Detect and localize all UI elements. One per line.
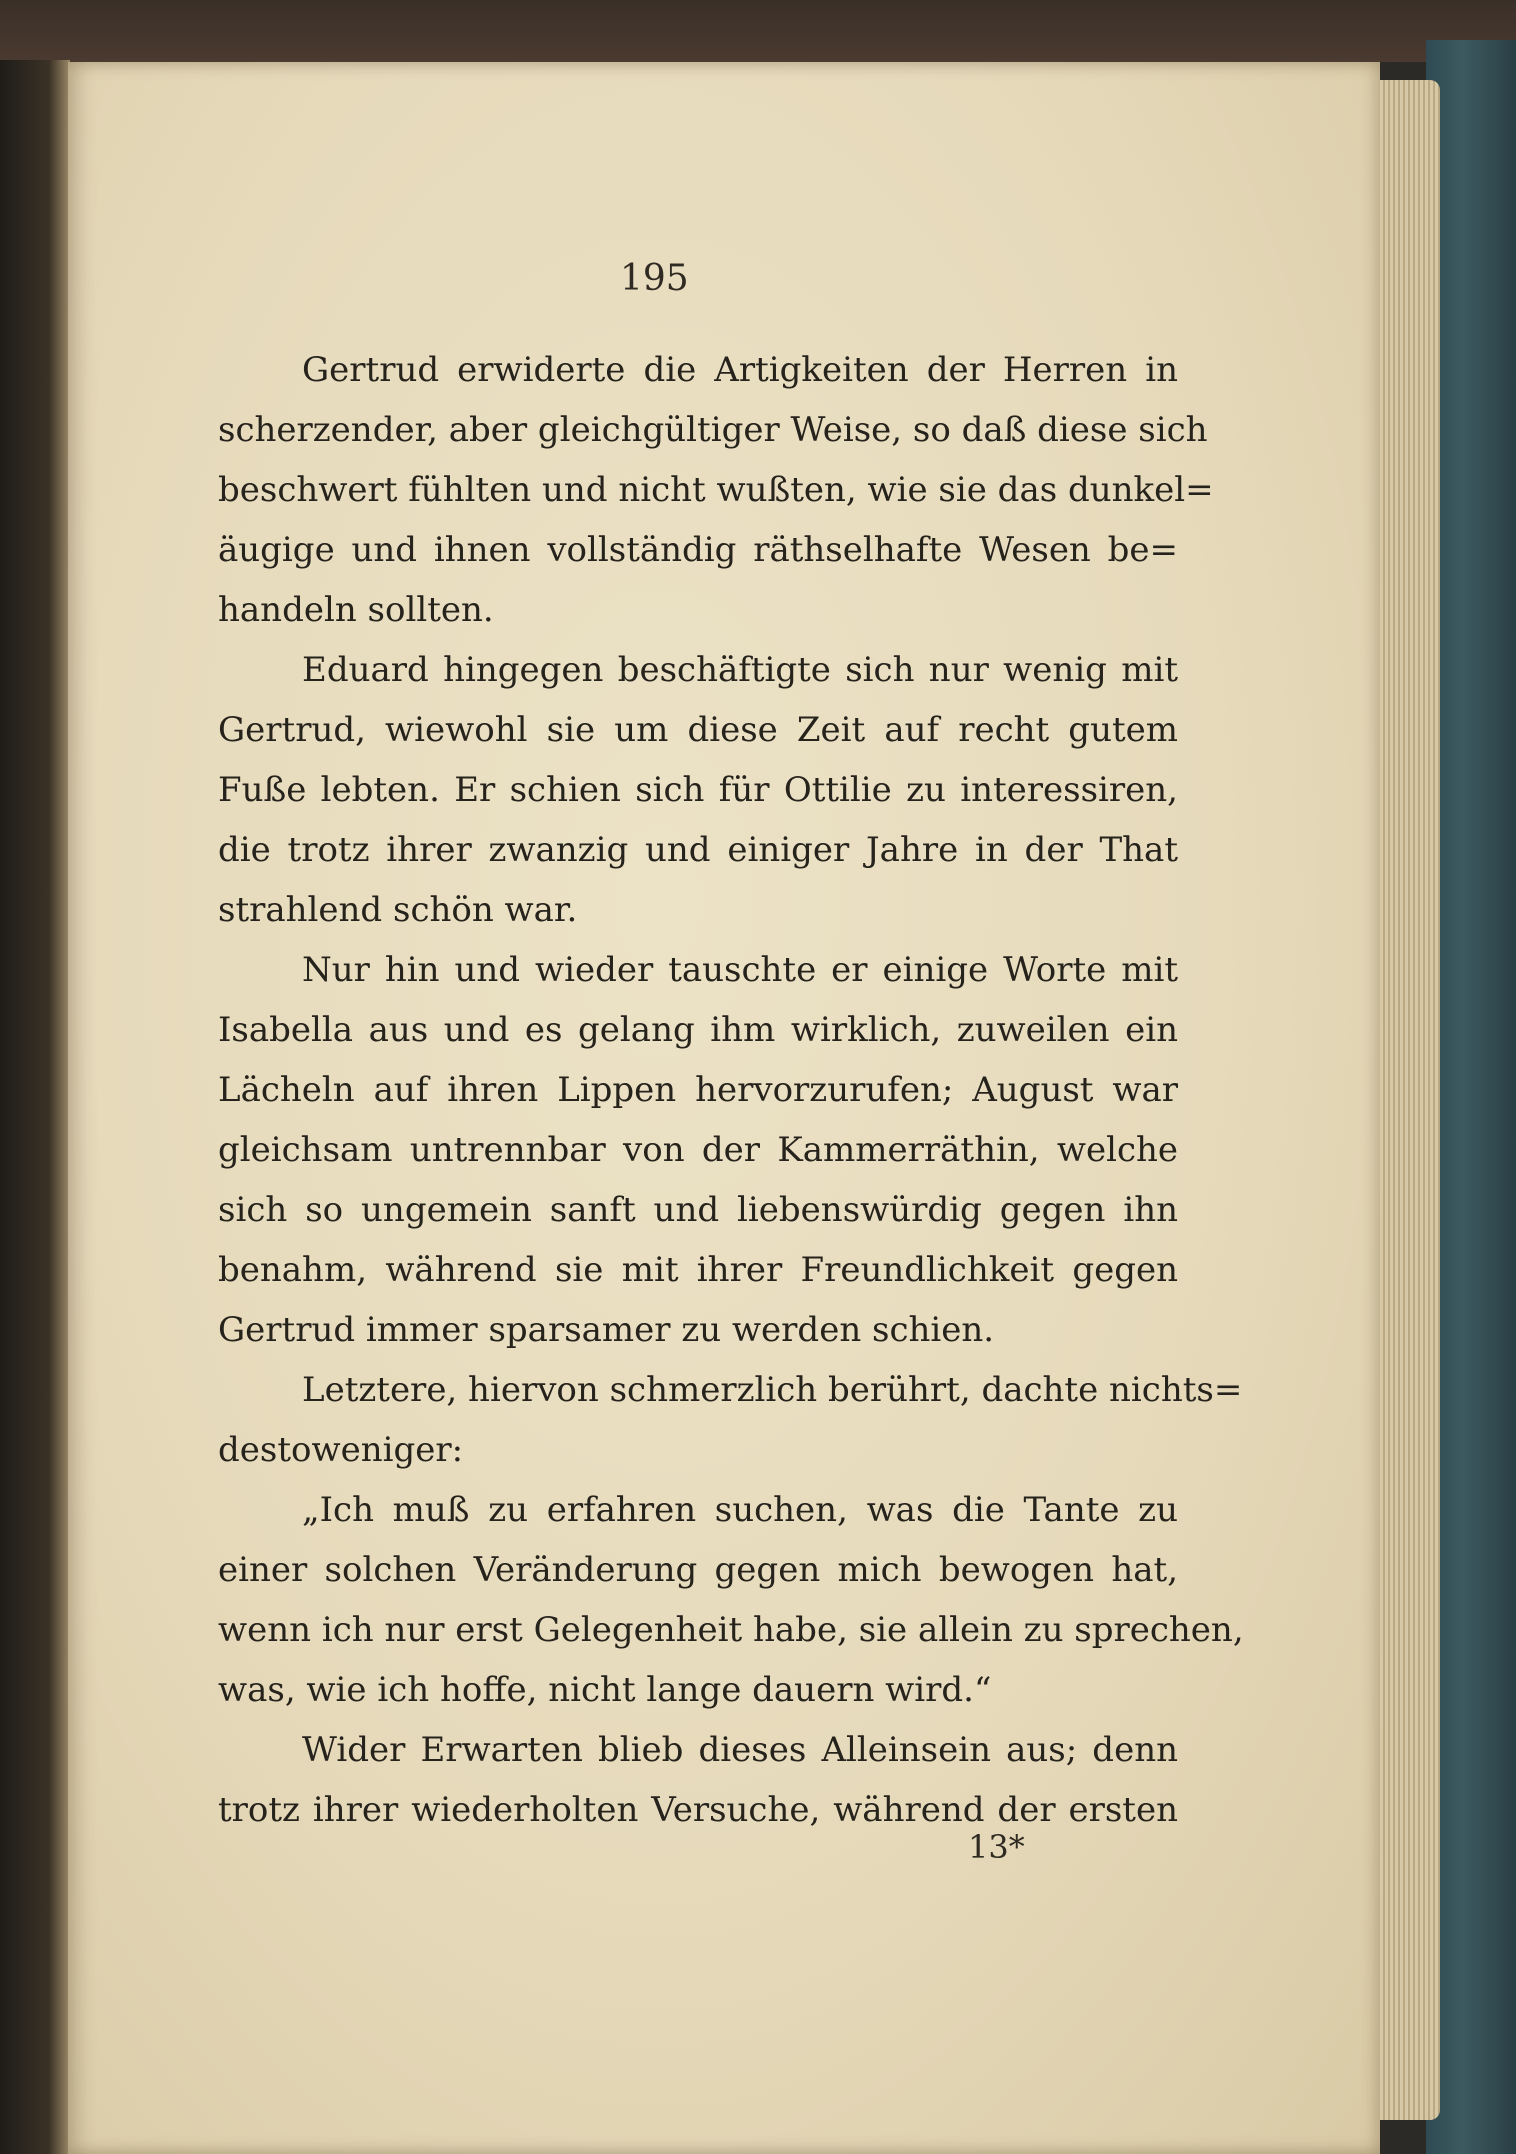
text-line: Nur hin und wieder tauschte er einige Worte mit	[302, 950, 1178, 990]
paragraph-6	[218, 1720, 1178, 1840]
text-line: was, wie ich hoffe, nicht lange dauern wird.“	[218, 1670, 992, 1710]
text-line: äugige und ihnen vollständig räthselhafte Wesen be=	[218, 530, 1178, 570]
text-line: destoweniger:	[218, 1430, 464, 1470]
text-line: Isabella aus und es gelang ihm wirklich, zuweilen ein	[218, 1010, 1178, 1050]
text-line: einer solchen Veränderung gegen mich bewogen hat,	[218, 1550, 1178, 1590]
text-line: benahm, während sie mit ihrer Freundlichkeit gegen	[218, 1250, 1178, 1290]
paragraph-3	[218, 940, 1178, 1360]
page-edges	[1370, 80, 1440, 2120]
body-text	[218, 340, 1244, 1840]
text-line: die trotz ihrer zwanzig und einiger Jahre in der That	[218, 830, 1178, 870]
text-line: Lächeln auf ihren Lippen hervorzurufen; August war	[218, 1070, 1178, 1110]
book-cover-top	[0, 0, 1516, 62]
text-line: Gertrud erwiderte die Artigkeiten der Herren in	[302, 350, 1178, 390]
paragraph-1	[218, 340, 1214, 640]
signature-mark: 13*	[968, 1828, 1025, 1866]
text-line: sich so ungemein sanft und liebenswürdig gegen ihn	[218, 1190, 1178, 1230]
paragraph-5-quote	[218, 1480, 1244, 1720]
text-line: handeln sollten.	[218, 590, 494, 630]
paragraph-4	[218, 1360, 1243, 1480]
paragraph-2	[218, 640, 1178, 940]
text-line: wenn ich nur erst Gelegenheit habe, sie allein zu sprechen,	[218, 1610, 1244, 1650]
text-line: beschwert fühlten und nicht wußten, wie sie das dunkel=	[218, 470, 1214, 510]
text-line: gleichsam untrennbar von der Kammerräthin, welche	[218, 1130, 1178, 1170]
text-line: Wider Erwarten blieb dieses Alleinsein aus; denn	[302, 1730, 1178, 1770]
text-line: Eduard hingegen beschäftigte sich nur wenig mit	[302, 650, 1178, 690]
text-line: „Ich muß zu erfahren suchen, was die Tante zu	[302, 1490, 1178, 1530]
text-line: Fuße lebten. Er schien sich für Ottilie zu interessiren,	[218, 770, 1178, 810]
page-number: 195	[620, 258, 689, 299]
text-line: Gertrud immer sparsamer zu werden schien.	[218, 1310, 995, 1350]
book-spine-left	[0, 60, 70, 2154]
text-line: Letztere, hiervon schmerzlich berührt, dachte nichts=	[302, 1370, 1243, 1410]
text-line: trotz ihrer wiederholten Versuche, während der ersten	[218, 1790, 1178, 1830]
text-line: Gertrud, wiewohl sie um diese Zeit auf recht gutem	[218, 710, 1178, 750]
text-line: strahlend schön war.	[218, 890, 578, 930]
text-line: scherzender, aber gleichgültiger Weise, so daß diese sich	[218, 410, 1208, 450]
